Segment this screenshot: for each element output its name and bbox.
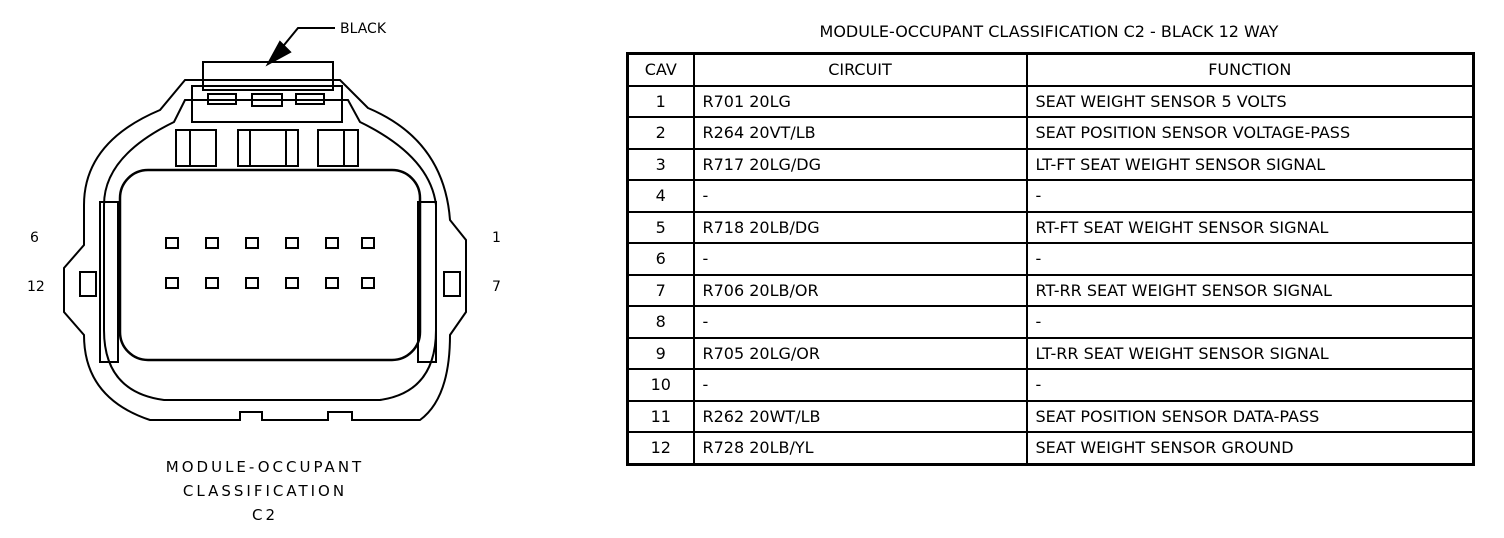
terminal-lock-left: [176, 130, 216, 166]
circuit-cell: R705 20LG/OR: [694, 338, 1027, 370]
header-circuit: CIRCUIT: [694, 54, 1027, 86]
connector-color-label: BLACK: [340, 21, 387, 37]
table-title: MODULE-OCCUPANT CLASSIFICATION C2 - BLACK 12 WAY: [819, 22, 1279, 41]
table-row: [628, 432, 1474, 464]
cavity-12: [166, 278, 178, 288]
cav-cell: 4: [628, 180, 694, 212]
cavity-9: [286, 278, 298, 288]
table-row: [628, 243, 1474, 275]
function-cell: -: [1027, 243, 1474, 275]
leader-arrow-icon: [268, 42, 290, 64]
table-header-row: [628, 54, 1474, 86]
function-cell: RT-RR SEAT WEIGHT SENSOR SIGNAL: [1027, 275, 1474, 307]
cav-cell: 12: [628, 432, 694, 464]
table-row: [628, 149, 1474, 181]
cavity-2: [326, 238, 338, 248]
cav-cell: 5: [628, 212, 694, 244]
cavity-11: [206, 278, 218, 288]
header-cav: CAV: [628, 54, 694, 86]
cav-cell: 7: [628, 275, 694, 307]
circuit-cell: R701 20LG: [694, 86, 1027, 118]
table-row: [628, 338, 1474, 370]
table-row: [628, 117, 1474, 149]
circuit-cell: -: [694, 306, 1027, 338]
connector-caption-line-3: C2: [251, 506, 279, 524]
cavity-6: [166, 238, 178, 248]
cavity-8: [326, 278, 338, 288]
connector-inner-shell: [104, 100, 436, 400]
side-tab-left: [80, 272, 96, 296]
table-row: [628, 86, 1474, 118]
table-row: [628, 401, 1474, 433]
cav-cell: 10: [628, 369, 694, 401]
circuit-cell: R264 20VT/LB: [694, 117, 1027, 149]
header-function: FUNCTION: [1027, 54, 1474, 86]
function-cell: -: [1027, 180, 1474, 212]
cav-cell: 6: [628, 243, 694, 275]
cav-cell: 2: [628, 117, 694, 149]
cavity-7: [362, 278, 374, 288]
function-cell: SEAT POSITION SENSOR VOLTAGE-PASS: [1027, 117, 1474, 149]
leader-line: [280, 28, 335, 50]
pin-label-1: 1: [492, 230, 501, 246]
circuit-cell: R706 20LB/OR: [694, 275, 1027, 307]
circuit-cell: -: [694, 369, 1027, 401]
circuit-cell: R717 20LG/DG: [694, 149, 1027, 181]
connector-diagram: [0, 0, 560, 538]
circuit-cell: -: [694, 180, 1027, 212]
table-row: [628, 369, 1474, 401]
circuit-cell: R728 20LB/YL: [694, 432, 1027, 464]
function-cell: SEAT POSITION SENSOR DATA-PASS: [1027, 401, 1474, 433]
terminal-lock-center: [238, 130, 298, 166]
cavity-5: [206, 238, 218, 248]
circuit-cell: R718 20LB/DG: [694, 212, 1027, 244]
cav-cell: 1: [628, 86, 694, 118]
pin-label-6: 6: [30, 230, 39, 246]
cavity-4: [246, 238, 258, 248]
circuit-cell: -: [694, 243, 1027, 275]
side-tab-right: [444, 272, 460, 296]
pinout-table: [626, 52, 1475, 466]
function-cell: SEAT WEIGHT SENSOR GROUND: [1027, 432, 1474, 464]
cav-cell: 9: [628, 338, 694, 370]
table-row: [628, 306, 1474, 338]
table-row: [628, 180, 1474, 212]
connector-caption-line-2: CLASSIFICATION: [182, 482, 348, 500]
cavity-3: [286, 238, 298, 248]
cavity-face: [120, 170, 420, 360]
table-row: [628, 212, 1474, 244]
circuit-cell: R262 20WT/LB: [694, 401, 1027, 433]
function-cell: RT-FT SEAT WEIGHT SENSOR SIGNAL: [1027, 212, 1474, 244]
cavity-10: [246, 278, 258, 288]
connector-caption-line-1: MODULE-OCCUPANT: [165, 458, 365, 476]
table-row: [628, 275, 1474, 307]
cav-cell: 11: [628, 401, 694, 433]
cavity-row-bottom: [166, 278, 374, 288]
cavity-1: [362, 238, 374, 248]
function-cell: LT-FT SEAT WEIGHT SENSOR SIGNAL: [1027, 149, 1474, 181]
function-cell: -: [1027, 369, 1474, 401]
function-cell: LT-RR SEAT WEIGHT SENSOR SIGNAL: [1027, 338, 1474, 370]
cavity-row-top: [166, 238, 374, 248]
pin-label-12: 12: [27, 279, 45, 295]
pin-label-7: 7: [492, 279, 501, 295]
side-rib-left: [100, 202, 118, 362]
terminal-lock-right: [318, 130, 358, 166]
function-cell: -: [1027, 306, 1474, 338]
cav-cell: 8: [628, 306, 694, 338]
cav-cell: 3: [628, 149, 694, 181]
function-cell: SEAT WEIGHT SENSOR 5 VOLTS: [1027, 86, 1474, 118]
